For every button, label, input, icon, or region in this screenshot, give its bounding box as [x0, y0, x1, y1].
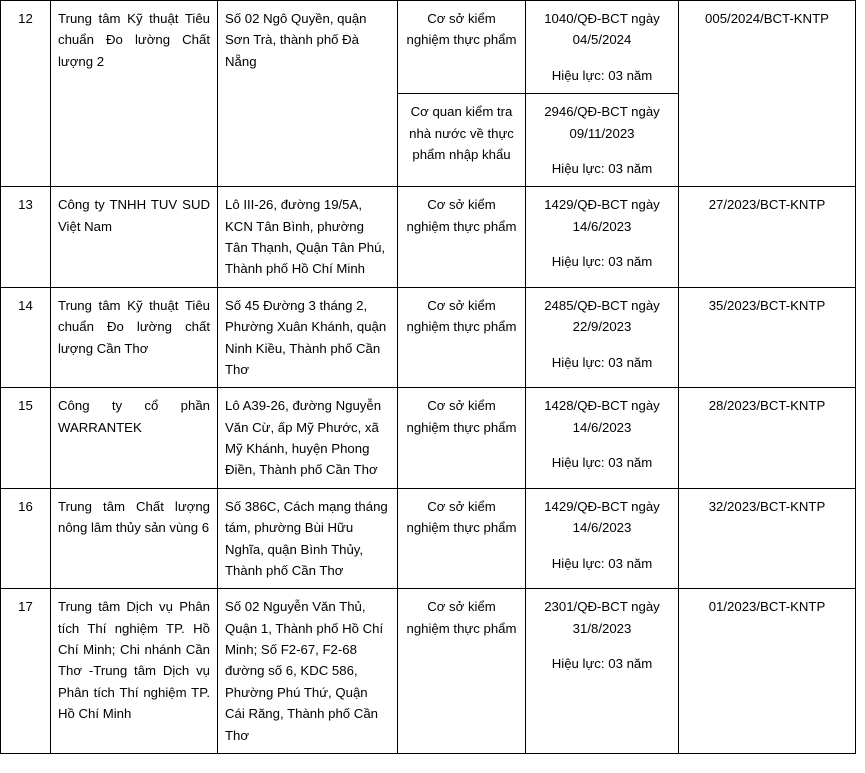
table-row — [1, 488, 856, 589]
organization-address: Số 386C, Cách mạng tháng tám, phường Bùi Hữu Nghĩa, quận Bình Thủy, Thành phố Cần Thơ — [218, 488, 398, 589]
scope-of-designation: Cơ quan kiểm tra nhà nước về thực phẩm nhập khẩu — [398, 94, 526, 187]
scope-of-designation: Cơ sở kiểm nghiệm thực phẩm — [398, 589, 526, 754]
row-number: 15 — [1, 388, 51, 489]
decision-number: 1429/QĐ-BCT ngày 14/6/2023 — [544, 197, 660, 234]
decision-cell — [526, 589, 679, 754]
organization-name: Công ty cổ phần WARRANTEK — [51, 388, 218, 489]
decision-number: 1040/QĐ-BCT ngày 04/5/2024 — [544, 11, 660, 48]
organization-code: 28/2023/BCT-KNTP — [679, 388, 856, 489]
decision-number: 2485/QĐ-BCT ngày 22/9/2023 — [544, 297, 660, 335]
decision-cell — [526, 1, 679, 94]
decision-validity: Hiệu lực: 03 năm — [551, 555, 653, 571]
decision-validity: Hiệu lực: 03 năm — [551, 254, 653, 269]
organization-name: Trung tâm Kỹ thuật Tiêu chuẩn Đo lường chất lượng Cần Thơ — [51, 287, 218, 388]
organization-code: 005/2024/BCT-KNTP — [679, 1, 856, 187]
organization-name: Công ty TNHH TUV SUD Việt Nam — [51, 187, 218, 288]
organization-name: Trung tâm Kỹ thuật Tiêu chuẩn Đo lường Chất lượng 2 — [51, 1, 218, 187]
decision-validity: Hiệu lực: 03 năm — [551, 354, 653, 370]
decision-cell — [526, 287, 679, 388]
decision-cell — [526, 187, 679, 288]
row-number: 16 — [1, 488, 51, 589]
table-row — [1, 589, 856, 754]
row-number: 14 — [1, 287, 51, 388]
scope-of-designation: Cơ sở kiểm nghiệm thực phẩm — [398, 287, 526, 388]
organization-address: Số 02 Nguyễn Văn Thủ, Quận 1, Thành phố Hồ Chí Minh; Số F2-67, F2-68 đường số 6, KDC 586, Phường Phú Thứ, Quận Cái Răng, Thành phố Cần Thơ — [218, 589, 398, 754]
table-row — [1, 187, 856, 288]
organization-address: Lô III-26, đường 19/5A, KCN Tân Bình, phường Tân Thạnh, Quận Tân Phú, Thành phố Hồ Chí Minh — [218, 187, 398, 288]
decision-number: 2946/QĐ-BCT ngày 09/11/2023 — [544, 104, 660, 141]
organization-code: 01/2023/BCT-KNTP — [679, 589, 856, 754]
decision-validity: Hiệu lực: 03 năm — [551, 67, 653, 83]
organization-name: Trung tâm Dịch vụ Phân tích Thí nghiệm TP. Hồ Chí Minh; Chi nhánh Cần Thơ -Trung tâm Dịch vụ Phân tích Thí nghiệm TP. Hồ Chí Minh — [51, 589, 218, 754]
organization-address: Số 02 Ngô Quyền, quận Sơn Trà, thành phố Đà Nẵng — [218, 1, 398, 187]
decision-cell — [526, 388, 679, 489]
table-row — [1, 1, 856, 94]
organization-code: 32/2023/BCT-KNTP — [679, 488, 856, 589]
table-row — [1, 287, 856, 388]
organization-address: Lô A39-26, đường Nguyễn Văn Cừ, ấp Mỹ Phước, xã Mỹ Khánh, huyện Phong Điền, Thành phố Cần Thơ — [218, 388, 398, 489]
row-number: 17 — [1, 589, 51, 754]
decision-cell — [526, 94, 679, 187]
organization-address: Số 45 Đường 3 tháng 2, Phường Xuân Khánh, quận Ninh Kiều, Thành phố Cần Thơ — [218, 287, 398, 388]
decision-cell — [526, 488, 679, 589]
decision-validity: Hiệu lực: 03 năm — [551, 455, 653, 470]
decision-number: 2301/QĐ-BCT ngày 31/8/2023 — [544, 599, 660, 636]
decision-number: 1429/QĐ-BCT ngày 14/6/2023 — [544, 498, 660, 536]
table-row — [1, 388, 856, 489]
scope-of-designation: Cơ sở kiểm nghiệm thực phẩm — [398, 388, 526, 489]
organization-code: 35/2023/BCT-KNTP — [679, 287, 856, 388]
decision-number: 1428/QĐ-BCT ngày 14/6/2023 — [544, 398, 660, 435]
row-number: 12 — [1, 1, 51, 187]
scope-of-designation: Cơ sở kiểm nghiệm thực phẩm — [398, 187, 526, 288]
scope-of-designation: Cơ sở kiểm nghiệm thực phẩm — [398, 488, 526, 589]
decision-validity: Hiệu lực: 03 năm — [551, 656, 653, 671]
row-number: 13 — [1, 187, 51, 288]
organization-name: Trung tâm Chất lượng nông lâm thủy sản vùng 6 — [51, 488, 218, 589]
organization-code: 27/2023/BCT-KNTP — [679, 187, 856, 288]
scope-of-designation: Cơ sở kiểm nghiệm thực phẩm — [398, 1, 526, 94]
decision-validity: Hiệu lực: 03 năm — [551, 160, 653, 176]
